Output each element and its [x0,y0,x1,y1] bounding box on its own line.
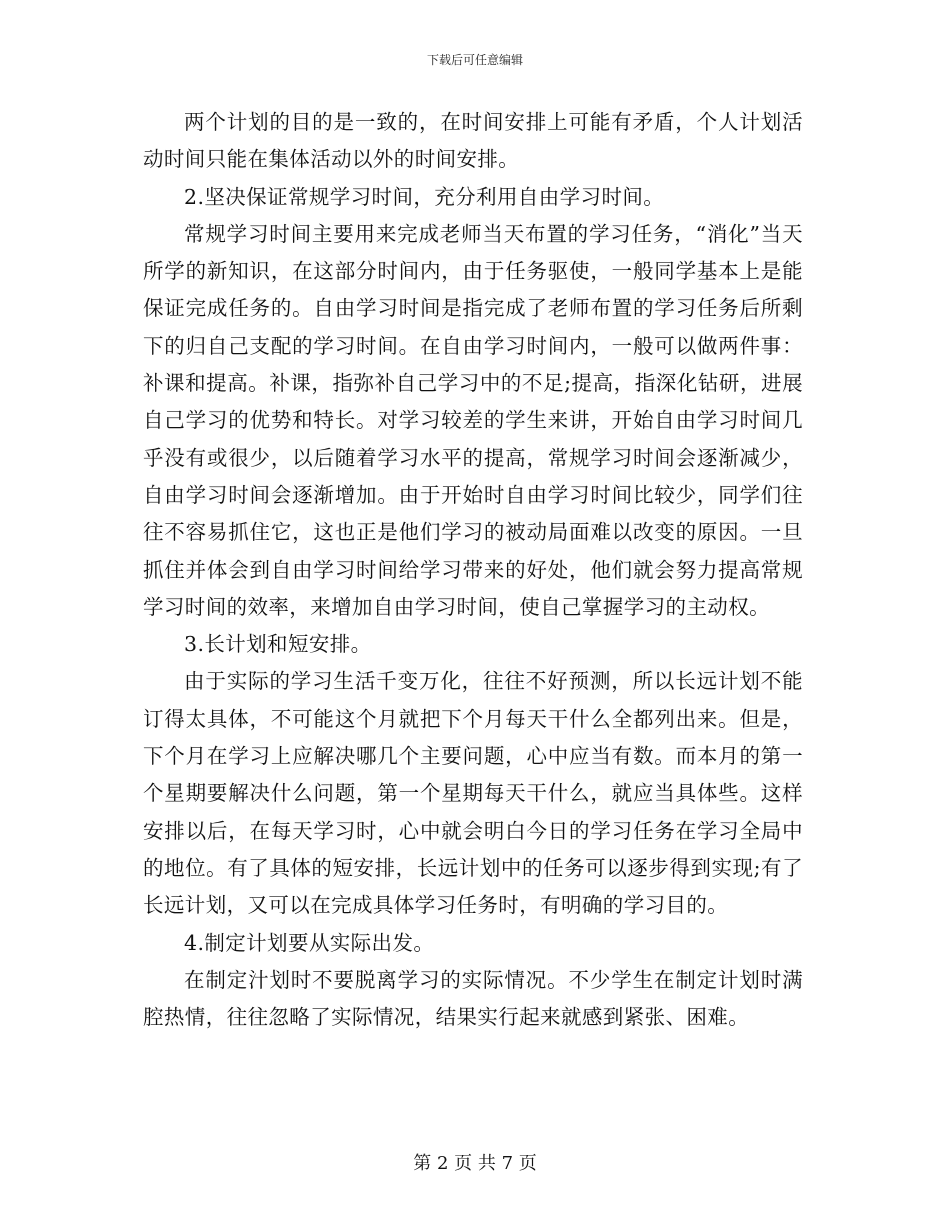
paragraph: 常规学习时间主要用来完成老师当天布置的学习任务，“消化”当天所学的新知识，在这部分时间内，由于任务驱使，一般同学基本上是能保证完成任务的。自由学习时间是指完成了老师布置的学习任务后所剩下的归自己支配的学习时间。在自由学习时间内，一般可以做两件事：补课和提高。补课，指弥补自己学习中的不足;提高，指深化钻研，进展自己学习的优势和特长。对学习较差的学生来讲，开始自由学习时间几乎没有或很少，以后随着学习水平的提高，常规学习时间会逐渐减少，自由学习时间会逐渐增加。由于开始时自由学习时间比较少，同学们往往不容易抓住它，这也正是他们学习的被动局面难以改变的原因。一旦抓住并体会到自由学习时间给学习带来的好处，他们就会努力提高常规学习时间的效率，来增加自由学习时间，使自己掌握学习的主动权。 [143,221,803,619]
section-heading: 4.制定计划要从实际出发。 [184,930,435,955]
section-heading: 2.坚决保证常规学习时间，充分利用自由学习时间。 [184,184,665,209]
document-body [143,104,803,1036]
page-header: 下载后可任意编辑 [426,53,523,67]
paragraph: 两个计划的目的是一致的，在时间安排上可能有矛盾，个人计划活动时间只能在集体活动以外的时间安排。 [143,110,803,172]
paragraph: 由于实际的学习生活千变万化，往往不好预测，所以长远计划不能订得太具体，不可能这个月就把下个月每天干什么全都列出来。但是，下个月在学习上应解决哪几个主要问题，心中应当有数。而本月的第一个星期要解决什么问题，第一个星期每天干什么，就应当具体些。这样安排以后，在每天学习时，心中就会明白今日的学习任务在学习全局中的地位。有了具体的短安排，长远计划中的任务可以逐步得到实现;有了长远计划，又可以在完成具体学习任务时，有明确的学习目的。 [143,669,803,918]
paragraph: 在制定汁划时不要脱离学习的实际情况。不少学生在制定计划时满腔热情，往往忽略了实际情况，结果实行起来就感到紧张、困难。 [143,967,803,1030]
page-number: 第 2 页 共 7 页 [413,1153,537,1174]
section-heading: 3.长计划和短安排。 [184,632,372,657]
